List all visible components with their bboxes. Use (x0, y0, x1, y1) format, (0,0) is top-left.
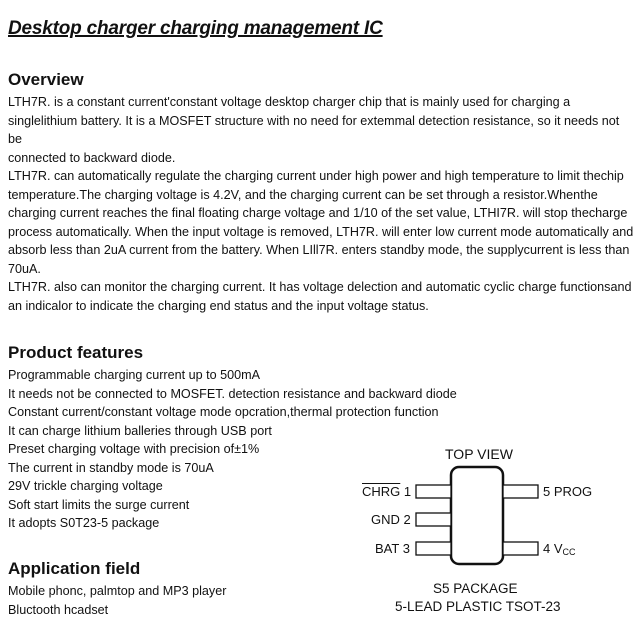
list-item: It adopts S0T23-5 package (8, 516, 160, 530)
package-name: S5 PACKAGE (433, 581, 518, 596)
pin-2-label (371, 512, 411, 528)
list-item: Programmable charging current up to 500mA (8, 368, 261, 382)
overview-paragraph: LTH7R. can automatically regulate the charging current under high power and high temperature to limit thechip temperature.The charging voltage is 4.2V, and the charging current can be set through a resistor.Whenthe charging current reaches the final floating charge voltage and 1/10 of the set value, LTHI7R. will stop thecharge process automatically. When the input voltage is removed, LTH7R. will enter low current mode automatically and absorb less than 2uA current from the battery. When LIll7R. enters standby mode, the supplycurrent is less than 70uA. (8, 169, 634, 276)
overview-heading: Overview (8, 70, 84, 89)
pin-number: 5 (543, 484, 551, 499)
pin-name: CHRG (362, 484, 401, 499)
list-item: Constant current/constant voltage mode opcration,thermal protection function (8, 405, 439, 419)
overview-paragraph: LTH7R. also can monitor the charging current. It has voltage delection and automatic cyclic charge functionsand an indicalor to indicate the charging end status and the input voltage status. (8, 280, 632, 313)
document-title: Desktop charger charging management IC (8, 18, 383, 39)
overview-text (8, 93, 634, 315)
pin-4-lead (503, 542, 538, 555)
overview-paragraph: LTH7R. is a constant current'constant voltage desktop charger chip that is mainly used for charging a singlelithium battery. It is a MOSFET structure with no need for extemmal detection resistance, so it needs not be (8, 95, 620, 146)
features-heading: Product features (8, 343, 144, 362)
pin-name: V (553, 541, 563, 556)
chip-body (451, 467, 503, 564)
pin-5-label (543, 484, 592, 500)
list-item: Mobile phonc, palmtop and MP3 player (8, 584, 227, 598)
package-description: 5-LEAD PLASTIC TSOT-23 (395, 599, 561, 614)
pin-name-subscript: CC (562, 547, 576, 557)
pin-name: GND (371, 512, 400, 527)
list-item: Soft start limits the surge current (8, 497, 190, 512)
list-item: 29V trickle charging voltage (8, 479, 163, 493)
features-list (8, 366, 457, 533)
pin-name: BAT (375, 541, 400, 556)
overview-paragraph: connected to backward diode. (8, 150, 176, 165)
list-item: It can charge lithium balleries through USB port (8, 423, 272, 438)
application-heading: Application field (8, 559, 141, 578)
pin-1-label (362, 484, 411, 500)
application-list (8, 582, 226, 619)
list-item: The current in standby mode is 70uA (8, 460, 214, 475)
pin-name: PROG (553, 484, 593, 499)
pin-number: 1 (403, 484, 412, 499)
pin-3-lead (416, 542, 451, 555)
list-item: It needs not be connected to MOSFET. detection resistance and backward diode (8, 386, 457, 401)
pin-3-label (375, 541, 410, 557)
pin-number: 4 (543, 541, 551, 556)
pin-4-label (543, 541, 576, 560)
top-view-label: TOP VIEW (445, 446, 513, 462)
list-item: Bluctooth hcadset (8, 602, 109, 617)
pin-number: 3 (402, 541, 410, 556)
pin-number: 2 (403, 512, 411, 527)
pin-5-lead (503, 485, 538, 498)
list-item: Preset charging voltage with precision of±1% (8, 442, 260, 456)
